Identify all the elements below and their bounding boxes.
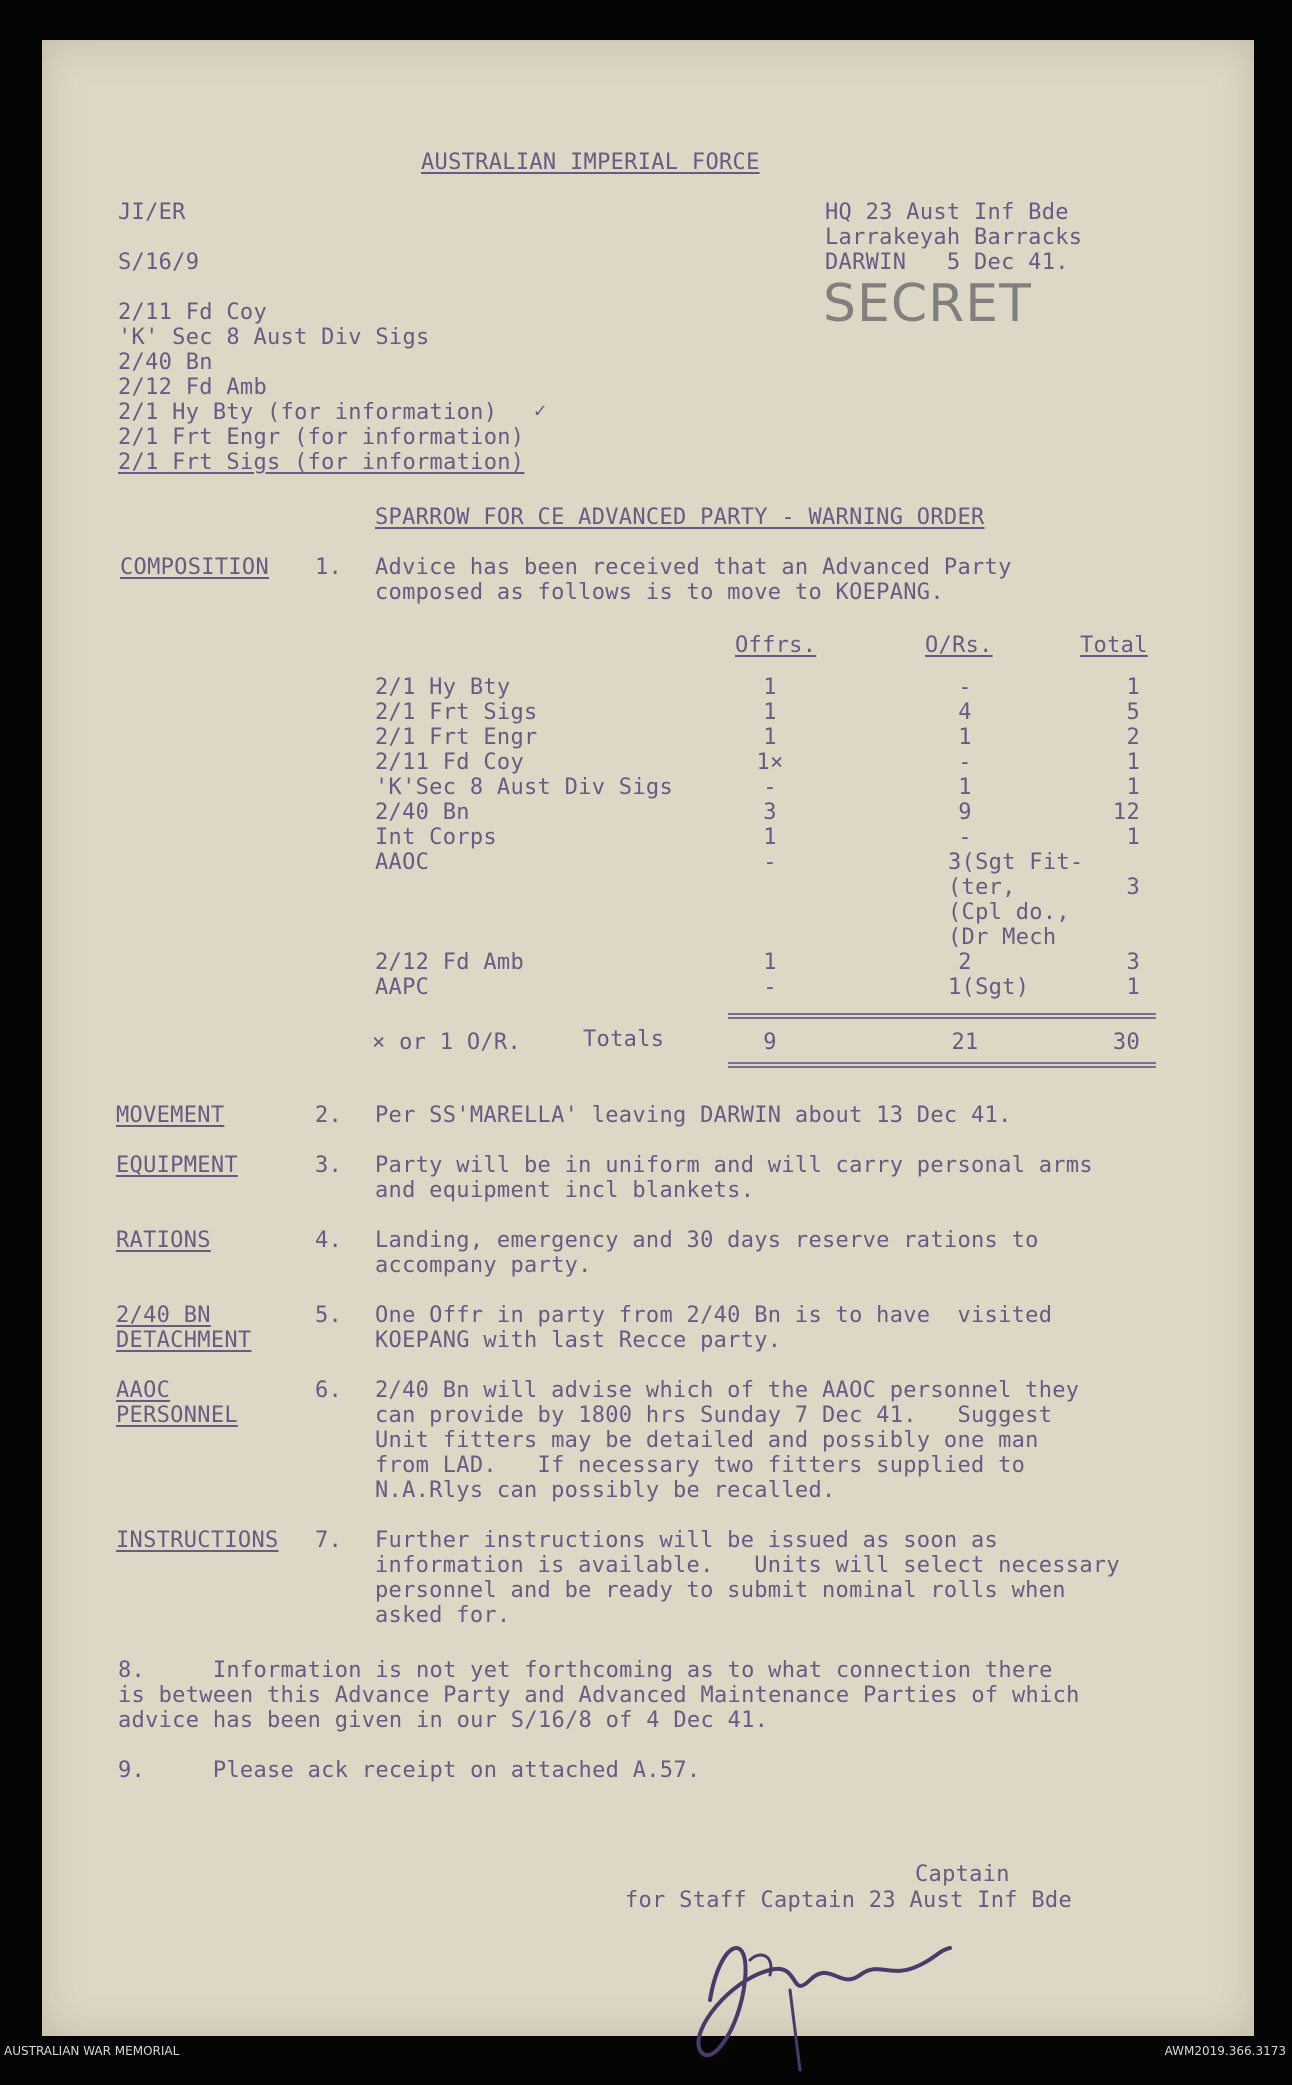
para-9: 9. Please ack receipt on attached A.57.: [118, 1758, 701, 1783]
para-text-line: and equipment incl blankets.: [375, 1178, 755, 1203]
para-heading: DETACHMENT: [116, 1328, 252, 1353]
table-cell-ors: 4: [958, 700, 972, 725]
footer-source: AUSTRALIAN WAR MEMORIAL: [4, 2044, 180, 2058]
table-cell-ors: -: [958, 675, 972, 700]
para-text-line: composed as follows is to move to KOEPANG.: [375, 580, 944, 605]
table-cell-ors: -: [958, 825, 972, 850]
para-text-line: 2/40 Bn will advise which of the AAOC personnel they: [375, 1378, 1080, 1403]
table-cell-unit: 2/1 Frt Engr: [375, 725, 538, 750]
table-cell-unit: 2/12 Fd Amb: [375, 950, 524, 975]
distribution-item: 'K' Sec 8 Aust Div Sigs: [118, 325, 430, 350]
para-number: 5.: [315, 1303, 343, 1328]
table-cell-offrs: -: [763, 850, 777, 875]
para-number: 7.: [315, 1528, 343, 1553]
para-text-line: information is available. Units will select necessary: [375, 1553, 1120, 1578]
para-heading-composition: COMPOSITION: [120, 555, 269, 580]
table-cell-total: 2: [1126, 725, 1140, 750]
para-number: 3.: [315, 1153, 343, 1178]
column-header-total: Total: [1080, 633, 1148, 658]
from-line-2: Larrakeyah Barracks: [825, 225, 1083, 250]
table-cell-ors: (ter,: [948, 875, 1016, 900]
para-number: 6.: [315, 1378, 343, 1403]
signature-rank: Captain: [915, 1862, 1010, 1887]
para-8-line: 8. Information is not yet forthcoming as to what connection there: [118, 1658, 1053, 1683]
para-text-line: Party will be in uniform and will carry personal arms: [375, 1153, 1093, 1178]
table-cell-offrs: 1×: [756, 750, 784, 775]
table-cell-unit: 2/11 Fd Coy: [375, 750, 524, 775]
table-cell-ors: 2: [958, 950, 972, 975]
para-text-line: Per SS'MARELLA' leaving DARWIN about 13 Dec 41.: [375, 1103, 1012, 1128]
para-text-line: personnel and be ready to submit nominal rolls when: [375, 1578, 1066, 1603]
totals-rule-upper: [728, 1062, 1156, 1064]
table-cell-unit: 'K'Sec 8 Aust Div Sigs: [375, 775, 673, 800]
para-text-line: from LAD. If necessary two fitters supplied to: [375, 1453, 1026, 1478]
column-header-ors: O/Rs.: [925, 633, 993, 658]
para-text-line: Further instructions will be issued as soon as: [375, 1528, 999, 1553]
para-text-line: can provide by 1800 hrs Sunday 7 Dec 41. Suggest: [375, 1403, 1053, 1428]
totals-rule-lower: [728, 1066, 1156, 1068]
para-text-line: KOEPANG with last Recce party.: [375, 1328, 782, 1353]
footer-accession: AWM2019.366.3173: [1164, 2044, 1286, 2058]
table-cell-ors: (Cpl do.,: [948, 900, 1070, 925]
para-text-line: Unit fitters may be detailed and possibly one man: [375, 1428, 1039, 1453]
table-cell-ors: 1: [958, 775, 972, 800]
table-cell-offrs: 1: [763, 950, 777, 975]
subject-line: SPARROW FOR CE ADVANCED PARTY - WARNING ORDER: [375, 505, 985, 530]
para-text-line: asked for.: [375, 1603, 511, 1628]
table-cell-ors: 9: [958, 800, 972, 825]
table-cell-unit: 2/1 Hy Bty: [375, 675, 511, 700]
table-cell-offrs: 1: [763, 725, 777, 750]
table-cell-total: 1: [1126, 750, 1140, 775]
para-heading: AAOC: [116, 1378, 171, 1403]
table-cell-offrs: -: [763, 775, 777, 800]
totals-total: 30: [1112, 1030, 1140, 1055]
para-8-line: is between this Advance Party and Advanced Maintenance Parties of which: [118, 1683, 1080, 1708]
para-number: 4.: [315, 1228, 343, 1253]
distribution-item: 2/1 Frt Sigs (for information): [118, 450, 525, 475]
check-mark-icon: ✓: [534, 398, 547, 422]
table-cell-offrs: -: [763, 975, 777, 1000]
table-rule-lower: [728, 1017, 1156, 1019]
para-heading: 2/40 BN: [116, 1303, 211, 1328]
column-header-offrs: Offrs.: [735, 633, 817, 658]
reference-initials: JI/ER: [118, 200, 186, 225]
table-cell-ors: -: [958, 750, 972, 775]
table-cell-unit: Int Corps: [375, 825, 497, 850]
para-heading: EQUIPMENT: [116, 1153, 238, 1178]
table-cell-ors: 3(Sgt Fit-: [948, 850, 1084, 875]
from-line-3: DARWIN 5 Dec 41.: [825, 250, 1069, 275]
totals-ors: 21: [951, 1030, 979, 1055]
para-text-line: N.A.Rlys can possibly be recalled.: [375, 1478, 836, 1503]
totals-offrs: 9: [763, 1030, 777, 1055]
table-cell-total: 5: [1126, 700, 1140, 725]
para-heading: MOVEMENT: [116, 1103, 225, 1128]
table-cell-unit: AAPC: [375, 975, 430, 1000]
table-cell-ors: 1: [958, 725, 972, 750]
table-cell-offrs: 1: [763, 700, 777, 725]
para-heading: RATIONS: [116, 1228, 211, 1253]
table-cell-offrs: 3: [763, 800, 777, 825]
table-cell-total: 3: [1126, 875, 1140, 900]
para-8-line: advice has been given in our S/16/8 of 4 Dec 41.: [118, 1708, 769, 1733]
table-cell-total: 1: [1126, 675, 1140, 700]
table-cell-ors: (Dr Mech: [948, 925, 1057, 950]
para-heading: INSTRUCTIONS: [116, 1528, 279, 1553]
para-text-line: Landing, emergency and 30 days reserve rations to: [375, 1228, 1039, 1253]
secret-stamp: SECRET: [823, 274, 1032, 334]
para-number: 1.: [315, 555, 343, 580]
table-cell-unit: AAOC: [375, 850, 430, 875]
para-text-line: One Offr in party from 2/40 Bn is to have visited: [375, 1303, 1053, 1328]
para-number: 2.: [315, 1103, 343, 1128]
table-cell-total: 12: [1112, 800, 1140, 825]
distribution-item: 2/1 Frt Engr (for information): [118, 425, 525, 450]
from-line-1: HQ 23 Aust Inf Bde: [825, 200, 1069, 225]
distribution-item: 2/40 Bn: [118, 350, 213, 375]
table-cell-offrs: 1: [763, 825, 777, 850]
table-rule-upper: [728, 1013, 1156, 1015]
table-cell-total: 3: [1126, 950, 1140, 975]
distribution-item: 2/11 Fd Coy: [118, 300, 267, 325]
para-heading: PERSONNEL: [116, 1403, 238, 1428]
signature-mark: [690, 1920, 990, 2085]
para-text-line: Advice has been received that an Advanced Party: [375, 555, 1012, 580]
distribution-item: 2/1 Hy Bty (for information): [118, 400, 498, 425]
table-cell-total: 1: [1126, 775, 1140, 800]
file-reference: S/16/9: [118, 250, 200, 275]
table-cell-total: 1: [1126, 825, 1140, 850]
para-text-line: accompany party.: [375, 1253, 592, 1278]
table-cell-ors: 1(Sgt): [948, 975, 1030, 1000]
table-cell-unit: 2/40 Bn: [375, 800, 470, 825]
distribution-item: 2/12 Fd Amb: [118, 375, 267, 400]
signature-line: for Staff Captain 23 Aust Inf Bde: [625, 1888, 1072, 1913]
table-cell-total: 1: [1126, 975, 1140, 1000]
table-cell-offrs: 1: [763, 675, 777, 700]
table-footnote: × or 1 O/R.: [372, 1030, 521, 1055]
document-title: AUSTRALIAN IMPERIAL FORCE: [421, 150, 760, 175]
totals-label: Totals: [583, 1027, 665, 1052]
table-cell-unit: 2/1 Frt Sigs: [375, 700, 538, 725]
